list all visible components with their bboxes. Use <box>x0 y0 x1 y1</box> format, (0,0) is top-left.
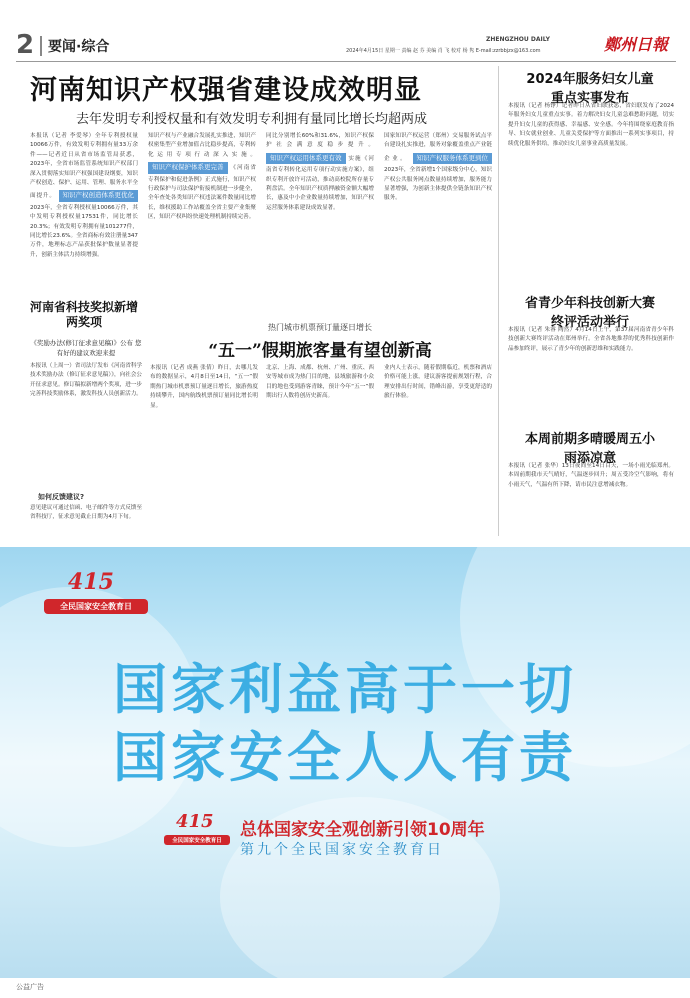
divider <box>498 66 499 536</box>
lead-title: 河南知识产权强省建设成效明显 <box>30 75 422 106</box>
side-news-body-2: 本报讯（记者 朱睿 陶然）4月14日上午，第37届河南省青少年科技创新大赛终评活动在郑州举行。全省各地推荐的优秀科技创新作品参加终评，展示了青少年的创新思维和实践能力。 <box>508 327 674 352</box>
feedback-subhead: 如何反馈建议? <box>38 493 85 501</box>
logo-caption: 全民国家安全教育日 <box>44 599 148 614</box>
side-news-body-1: 本报讯（记者 杨铮）记者昨日从省妇联获悉，省妇联发布了2024年服务妇女儿童重点实事。着力解决妇女儿童急难愁盼问题，切实提升妇女儿童的获得感、幸福感、安全感。今年将围绕家庭教育指导、妇女就业创业、儿童关爱保护等方面推出一系列实事项目，持续优化服务供给，推动妇女儿童事业高质量发展。 <box>508 103 674 147</box>
travel-col-1: 本报讯（记者 成燕 张倩）昨日，去哪儿发布的数据显示，4月8日至14日，“五一”假期热门城市机票预订量逐日增长，旅游热度持续攀升，国内航线机票预订量同比增长明显。 <box>150 365 258 409</box>
lead-col-3: 同比分别增长60%和31.6%，知识产权保护社会满意度稳步提升。 知识产权运用体系更有效 实施《河南省专利转化运用专项行动实施方案》，组织专利开放许可活动，推动高校院所存量专利盘活。全年知识产权质押融资金额大幅增长，惠及中小企业数量持续增加，知识产权运营服务体系建设成效显著。 <box>266 133 374 211</box>
footer-label: 公益广告 <box>16 983 44 991</box>
lead-col-4: 国家知识产权运营（郑州）交易服务试点平台建设扎实推进，服务对象覆盖重点产业链企业。 知识产权服务体系更到位 2023年，全省新增1个国家级分中心，知识产权公共服务网点数量持续增加，服务能力显著增强，为创新主体提供全链条知识产权服务。 <box>384 133 492 202</box>
paper-logo: 鄭州日報 <box>604 35 669 54</box>
science-award-subtitle: 《奖励办法(修订征求意见稿)》公布 您有好的建议欢迎来提 <box>30 339 142 357</box>
banner-slogan-1: 国家利益高于一切 <box>113 657 577 721</box>
banner-bottom-title: 总体国家安全观创新引领10周年 <box>240 820 485 840</box>
bottom-logo-caption: 全民国家安全教育日 <box>164 835 230 845</box>
page-number: 2 <box>16 30 35 60</box>
lead-subhead-2: 知识产权保护体系更完善 <box>148 162 228 173</box>
lead-col-1: 本报讯（记者 李爱琴）全年专利授权量10066万件，有效发明专利拥有量33万余件——记者近日从省市场监管局获悉，2023年，全省市场监管系统知识产权部门深入贯彻落实知识产权强国建设纲要，知识产权创造、保护、运用、管理、服务水平全面提升。 知识产权创造体系更优化 2023年，全省专利授权量10066万件，其中发明专利授权量17531件，同比增长20.3%；有效发明专利拥有量101277件，同比增长23.6%。全省商标有效注册量347万件，地理标志产品获批保护数量显著提升，创新主体活力持续增强。 <box>30 133 138 258</box>
section-name: 要闻·综合 <box>40 36 109 56</box>
side-news-title-3: 本周前期多晴暖周五小雨添凉意 <box>524 432 655 466</box>
travel-col-2: 北京、上海、成都、杭州、广州、重庆、西安等城市成为热门目的地，县域旅游和小众目的地也受到游客青睐，预计今年“五一”假期出行人数将创历史新高。 <box>266 365 374 400</box>
page-header <box>16 30 676 62</box>
lead-col-2: 知识产权与产业融合发展扎实推进，知识产权密集型产业增加值占比稳步提高，专利转化运用专项行动深入实施。 知识产权保护体系更完善 《河南省专利保护和促进条例》正式施行，知识产权行政保护与司法保护衔接机制进一步健全，全年查处各类知识产权违法案件数量同比增长，维权援助工作站覆盖全省主要产业集聚区，知识产权纠纷快速处理机制持续完善。 <box>148 133 256 221</box>
lead-subhead-1: 知识产权创造体系更优化 <box>59 190 139 201</box>
side-news-body-3: 本报讯（记者 张华）13日夜间至14日白天，一场小雨光临郑州。本周前期我市天气晴好，气温逐步回升；周五受冷空气影响，将有小雨天气，气温有所下降，请市民注意增减衣物。 <box>508 463 674 488</box>
logo-number: 415 <box>68 569 114 595</box>
bottom-logo <box>164 811 230 861</box>
date-line: 2024年4月15日 星期一 责编 赵 芬 美编 肖 飞 校对 杨 隽 E-mail:zzrbbjzx@163.com <box>346 48 541 54</box>
public-ad-banner <box>0 547 690 978</box>
travel-kicker: 热门城市机票预订量逐日增长 <box>268 323 372 332</box>
science-award-title: 河南省科技奖拟新增两奖项 <box>30 300 139 329</box>
lead-subhead-3: 知识产权运用体系更有效 <box>266 153 346 164</box>
banner-slogan-2: 国家安全人人有责 <box>113 725 577 789</box>
banner-bottom-subtitle: 第九个全民国家安全教育日 <box>240 842 444 858</box>
side-news-title-2: 省青少年科技创新大赛终评活动举行 <box>524 296 655 330</box>
science-award-body: 本报讯（上周一）省司法厅发布《河南省科学技术奖励办法（修订征求意见稿）》，向社会公开征求意见。修订稿拟新增两个奖项，进一步完善科技奖励体系，激发科技人员创新活力。 <box>30 363 142 398</box>
lead-subtitle: 去年发明专利授权量和有效发明专利拥有量同比增长均超两成 <box>76 112 428 127</box>
lead-subhead-4: 知识产权服务体系更到位 <box>413 153 493 164</box>
bottom-logo-number: 415 <box>176 811 214 832</box>
travel-col-3: 业内人士表示，随着假期临近，机票和酒店价格可能上涨，建议游客提前规划行程，合理安排出行时间，错峰出游，享受更舒适的旅行体验。 <box>384 365 492 400</box>
side-news-title-1: 2024年服务妇女儿童重点实事发布 <box>526 72 654 106</box>
paper-en-name: ZHENGZHOU DAILY <box>486 36 550 43</box>
travel-title: “五一”假期旅客量有望创新高 <box>208 341 432 361</box>
logo-emblem <box>44 569 148 627</box>
feedback-body: 意见建议可通过信函、电子邮件等方式反馈至省科技厅，征求意见截止日期为4月下旬。 <box>30 505 142 521</box>
